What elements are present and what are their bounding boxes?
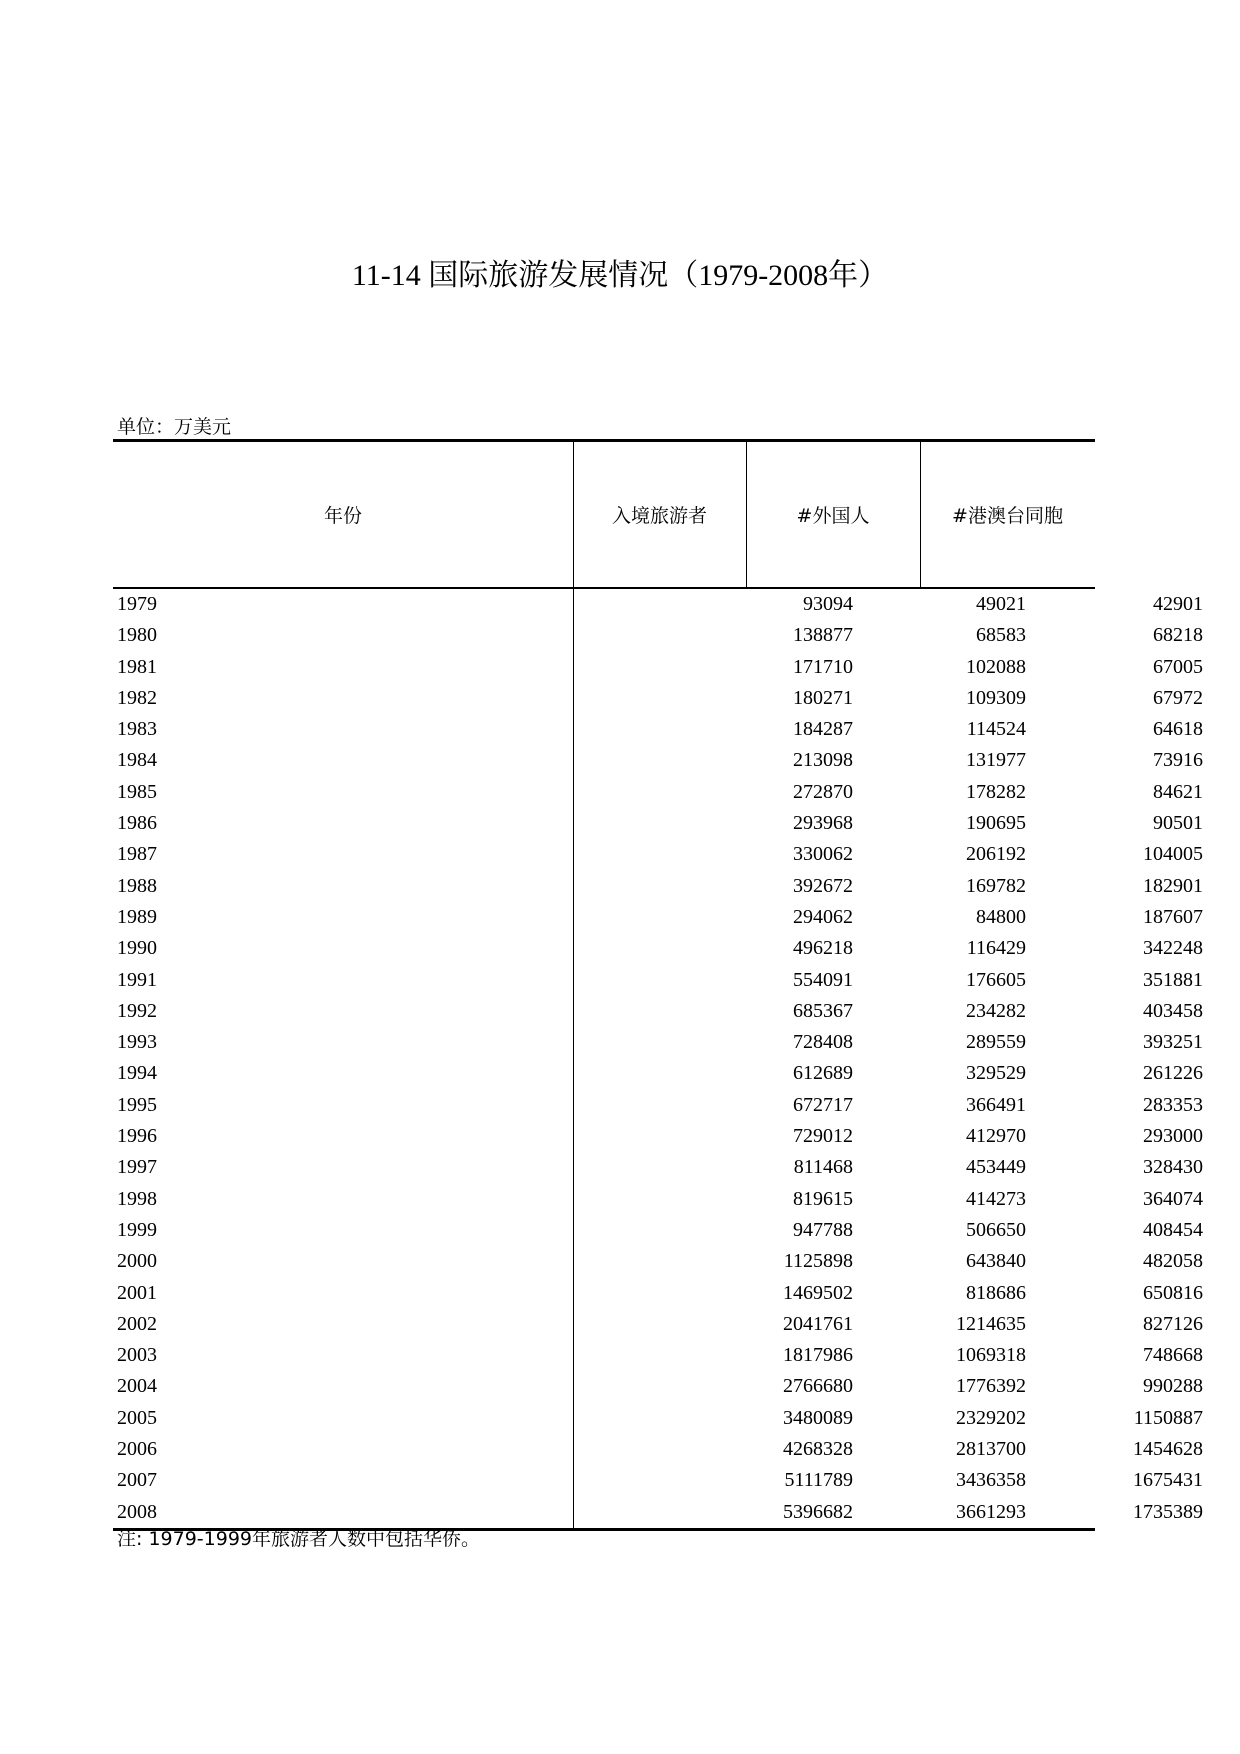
cell-hk-macao-taiwan: 650816	[1143, 1281, 1203, 1304]
table-row	[113, 933, 1203, 964]
table-row	[113, 1309, 1203, 1340]
cell-foreigners: 3661293	[956, 1500, 1026, 1523]
cell-inbound-tourists: 4268328	[783, 1438, 853, 1461]
cell-foreigners: 84800	[976, 905, 1026, 928]
cell-year: 1990	[117, 937, 157, 960]
cell-foreigners: 131977	[966, 749, 1026, 772]
cell-foreigners: 329529	[966, 1062, 1026, 1085]
cell-foreigners: 116429	[966, 937, 1026, 960]
cell-year: 1979	[117, 593, 157, 615]
cell-foreigners: 234282	[966, 999, 1026, 1022]
cell-year: 1995	[117, 1093, 157, 1116]
cell-foreigners: 506650	[966, 1218, 1026, 1241]
cell-inbound-tourists: 612689	[793, 1062, 853, 1085]
cell-foreigners: 414273	[966, 1187, 1026, 1210]
cell-inbound-tourists: 496218	[793, 937, 853, 960]
cell-year: 1984	[117, 749, 157, 772]
cell-foreigners: 68583	[976, 624, 1026, 647]
table-row	[113, 902, 1203, 933]
cell-year: 2001	[117, 1281, 157, 1304]
table-row	[113, 1121, 1203, 1152]
table-row	[113, 1465, 1203, 1496]
table-row	[113, 871, 1203, 902]
cell-inbound-tourists: 5111789	[784, 1469, 853, 1492]
table-row	[113, 777, 1203, 808]
header-hk-macao-taiwan: #港澳台同胞	[952, 505, 1063, 527]
cell-hk-macao-taiwan: 293000	[1143, 1125, 1203, 1148]
cell-hk-macao-taiwan: 84621	[1153, 780, 1203, 803]
cell-foreigners: 49021	[976, 593, 1026, 615]
cell-hk-macao-taiwan: 351881	[1143, 968, 1203, 991]
table-row	[113, 1371, 1203, 1402]
cell-hk-macao-taiwan: 187607	[1143, 905, 1203, 928]
cell-hk-macao-taiwan: 990288	[1143, 1375, 1203, 1398]
cell-year: 1996	[117, 1125, 157, 1148]
cell-year: 1981	[117, 655, 157, 678]
cell-inbound-tourists: 330062	[793, 843, 853, 866]
cell-inbound-tourists: 811468	[793, 1156, 853, 1179]
cell-year: 1991	[117, 968, 157, 991]
cell-year: 1985	[117, 780, 157, 803]
cell-hk-macao-taiwan: 393251	[1143, 1031, 1203, 1054]
cell-inbound-tourists: 2766680	[783, 1375, 853, 1398]
cell-hk-macao-taiwan: 64618	[1153, 718, 1203, 741]
cell-year: 2002	[117, 1312, 157, 1335]
cell-hk-macao-taiwan: 73916	[1153, 749, 1203, 772]
table-row	[113, 745, 1203, 776]
cell-inbound-tourists: 213098	[793, 749, 853, 772]
cell-year: 1998	[117, 1187, 157, 1210]
cell-foreigners: 1776392	[956, 1375, 1026, 1398]
cell-hk-macao-taiwan: 1675431	[1133, 1469, 1203, 1492]
data-table	[113, 439, 1203, 1531]
cell-hk-macao-taiwan: 403458	[1143, 999, 1203, 1022]
cell-inbound-tourists: 138877	[793, 624, 853, 647]
cell-foreigners: 3436358	[956, 1469, 1026, 1492]
cell-inbound-tourists: 947788	[793, 1218, 853, 1241]
cell-year: 2008	[117, 1500, 157, 1523]
cell-hk-macao-taiwan: 1735389	[1133, 1500, 1203, 1523]
table-row	[113, 1246, 1203, 1277]
cell-inbound-tourists: 2041761	[783, 1312, 853, 1335]
cell-inbound-tourists: 1469502	[783, 1281, 853, 1304]
header-divider	[573, 442, 574, 587]
table-row	[113, 589, 1203, 620]
cell-year: 1993	[117, 1031, 157, 1054]
cell-hk-macao-taiwan: 1454628	[1133, 1438, 1203, 1461]
cell-year: 2003	[117, 1344, 157, 1367]
cell-foreigners: 2329202	[956, 1406, 1026, 1429]
cell-year: 2000	[117, 1250, 157, 1273]
table-row	[113, 1403, 1203, 1434]
cell-year: 2004	[117, 1375, 157, 1398]
cell-inbound-tourists: 1817986	[783, 1344, 853, 1367]
table-row	[113, 652, 1203, 683]
cell-year: 2006	[117, 1438, 157, 1461]
table-row	[113, 1152, 1203, 1183]
cell-foreigners: 176605	[966, 968, 1026, 991]
cell-inbound-tourists: 184287	[793, 718, 853, 741]
cell-hk-macao-taiwan: 90501	[1153, 812, 1203, 835]
cell-year: 1980	[117, 624, 157, 647]
cell-hk-macao-taiwan: 328430	[1143, 1156, 1203, 1179]
cell-inbound-tourists: 293968	[793, 812, 853, 835]
cell-year: 1987	[117, 843, 157, 866]
cell-year: 1988	[117, 874, 157, 897]
cell-foreigners: 114524	[966, 718, 1026, 741]
table-row	[113, 808, 1203, 839]
table-header	[113, 439, 1095, 589]
footnote: 注: 1979-1999年旅游者人数中包括华侨。	[117, 1528, 481, 1550]
cell-hk-macao-taiwan: 342248	[1143, 937, 1203, 960]
cell-foreigners: 178282	[966, 780, 1026, 803]
cell-year: 1982	[117, 686, 157, 709]
cell-inbound-tourists: 554091	[793, 968, 853, 991]
cell-year: 1989	[117, 905, 157, 928]
cell-foreigners: 169782	[966, 874, 1026, 897]
cell-year: 1992	[117, 999, 157, 1022]
header-divider	[920, 442, 921, 587]
cell-foreigners: 289559	[966, 1031, 1026, 1054]
cell-foreigners: 643840	[966, 1250, 1026, 1273]
cell-hk-macao-taiwan: 364074	[1143, 1187, 1203, 1210]
table-row	[113, 839, 1203, 870]
table-row	[113, 1434, 1203, 1465]
header-foreigners: #外国人	[796, 505, 870, 527]
cell-foreigners: 190695	[966, 812, 1026, 835]
cell-hk-macao-taiwan: 67005	[1153, 655, 1203, 678]
cell-year: 1986	[117, 812, 157, 835]
cell-hk-macao-taiwan: 748668	[1143, 1344, 1203, 1367]
header-divider	[746, 442, 747, 587]
cell-inbound-tourists: 294062	[793, 905, 853, 928]
cell-hk-macao-taiwan: 261226	[1143, 1062, 1203, 1085]
table-row	[113, 1215, 1203, 1246]
cell-year: 1999	[117, 1218, 157, 1241]
cell-hk-macao-taiwan: 182901	[1143, 874, 1203, 897]
header-inbound-tourists: 入境旅游者	[611, 505, 707, 527]
unit-label: 单位：万美元	[117, 416, 232, 438]
cell-hk-macao-taiwan: 482058	[1143, 1250, 1203, 1273]
cell-hk-macao-taiwan: 67972	[1153, 686, 1203, 709]
cell-hk-macao-taiwan: 827126	[1143, 1312, 1203, 1335]
table-row	[113, 965, 1203, 996]
table-row	[113, 1184, 1203, 1215]
cell-foreigners: 453449	[966, 1156, 1026, 1179]
table-row	[113, 1340, 1203, 1371]
cell-hk-macao-taiwan: 68218	[1153, 624, 1203, 647]
cell-foreigners: 412970	[966, 1125, 1026, 1148]
cell-inbound-tourists: 392672	[793, 874, 853, 897]
cell-foreigners: 109309	[966, 686, 1026, 709]
table-row	[113, 683, 1203, 714]
cell-inbound-tourists: 685367	[793, 999, 853, 1022]
cell-hk-macao-taiwan: 408454	[1143, 1218, 1203, 1241]
table-body	[113, 589, 1203, 1531]
table-row	[113, 714, 1203, 745]
cell-foreigners: 102088	[966, 655, 1026, 678]
table-row	[113, 1027, 1203, 1058]
cell-hk-macao-taiwan: 42901	[1153, 593, 1203, 615]
table-row	[113, 1090, 1203, 1121]
page-title: 11-14 国际旅游发展情况（1979-2008年）	[351, 259, 889, 292]
cell-hk-macao-taiwan: 1150887	[1133, 1406, 1203, 1429]
cell-inbound-tourists: 819615	[793, 1187, 853, 1210]
cell-inbound-tourists: 171710	[793, 655, 853, 678]
cell-foreigners: 1069318	[956, 1344, 1026, 1367]
cell-foreigners: 2813700	[956, 1438, 1026, 1461]
cell-inbound-tourists: 729012	[793, 1125, 853, 1148]
cell-inbound-tourists: 728408	[793, 1031, 853, 1054]
header-year: 年份	[323, 505, 362, 527]
cell-year: 1997	[117, 1156, 157, 1179]
cell-foreigners: 366491	[966, 1093, 1026, 1116]
table-row	[113, 996, 1203, 1027]
table-row	[113, 1278, 1203, 1309]
table-row	[113, 620, 1203, 651]
cell-year: 1983	[117, 718, 157, 741]
cell-inbound-tourists: 180271	[793, 686, 853, 709]
cell-inbound-tourists: 5396682	[783, 1500, 853, 1523]
cell-foreigners: 818686	[966, 1281, 1026, 1304]
table-row	[113, 1058, 1203, 1089]
cell-year: 2007	[117, 1469, 157, 1492]
cell-inbound-tourists: 272870	[793, 780, 853, 803]
cell-hk-macao-taiwan: 104005	[1143, 843, 1203, 866]
cell-foreigners: 1214635	[956, 1312, 1026, 1335]
cell-inbound-tourists: 93094	[803, 593, 853, 615]
cell-year: 1994	[117, 1062, 157, 1085]
cell-inbound-tourists: 3480089	[783, 1406, 853, 1429]
cell-year: 2005	[117, 1406, 157, 1429]
cell-foreigners: 206192	[966, 843, 1026, 866]
cell-inbound-tourists: 672717	[793, 1093, 853, 1116]
cell-inbound-tourists: 1125898	[783, 1250, 853, 1273]
cell-hk-macao-taiwan: 283353	[1143, 1093, 1203, 1116]
